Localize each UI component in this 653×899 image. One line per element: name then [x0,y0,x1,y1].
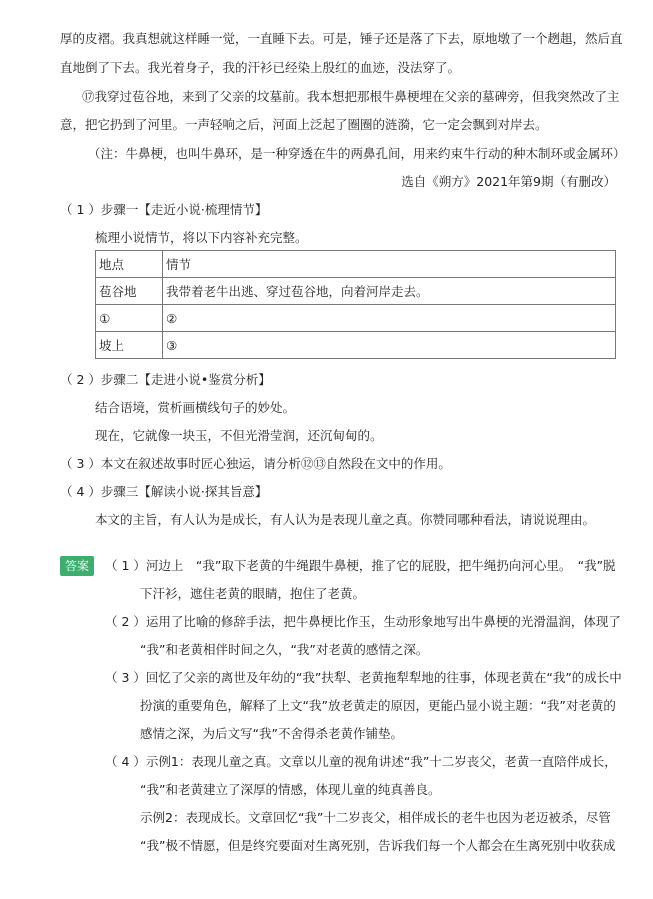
table-cell: 我带着老牛出逃、穿过苞谷地，向着河岸走去。 [163,278,616,305]
table-cell: 坡上 [96,332,163,359]
answer-3-line: （ 3 ）回忆了父亲的离世及年幼的“我”扶犁、老黄拖犁犁地的往事，体现老黄在“我”的成长中 [105,670,622,685]
table-header-cell: 情节 [163,251,616,278]
table-row [96,332,616,359]
answer-3-line: 感情之深，为后文写“我”不舍得杀老黄作铺垫。 [140,726,403,741]
table-row [96,278,616,305]
answer-3-line: 扮演的重要角色，解释了上文“我”放老黄走的原因，更能凸显小说主题：“我”对老黄的 [140,698,616,713]
question-3-heading: （ 3 ）本文在叙述故事时匠心独运，请分析⑫⑬自然段在文中的作用。 [60,456,451,471]
story-line: 直地倒了下去。我光着身子，我的汗衫已经染上殷红的血迹，没法穿了。 [60,60,461,75]
table-header-row [96,251,616,278]
table-cell: 苞谷地 [96,278,163,305]
table-header-cell: 地点 [96,251,163,278]
answer-1-line: 下汗衫，遮住老黄的眼睛，抱住了老黄。 [140,586,366,601]
underlined-sentence: 现在，它就像一块玉，不但光滑莹润，还沉甸甸的。 [95,428,383,443]
answer-badge: 答案 [60,556,94,576]
story-line: 意，把它扔到了河里。一声轻响之后，河面上泛起了圈圈的涟漪，它一定会飘到对岸去。 [60,117,548,132]
table-cell: ③ [163,332,616,359]
answer-1-line: （ 1 ）河边上 “我”取下老黄的牛绳跟牛鼻梗，推了它的屁股，把牛绳扔向河心里。 “我”脱 [105,558,616,573]
answer-4-line: “我”和老黄建立了深厚的情感，体现儿童的纯真善良。 [140,782,441,797]
answer-2-line: “我”和老黄相伴时间之久，“我”对老黄的感情之深。 [140,642,429,657]
question-4-text: 本文的主旨，有人认为是成长，有人认为是表现儿童之真。你赞同哪种看法，请说说理由。 [95,512,596,527]
answer-4-line: 示例2：表现成长。文章回忆“我”十二岁丧父，相伴成长的老牛也因为老迈被杀，尽管 [140,810,611,825]
question-4-heading: （ 4 ）步骤三【解读小说·探其旨意】 [60,484,268,499]
answer-2-line: （ 2 ）运用了比喻的修辞手法，把牛鼻梗比作玉，生动形象地写出牛鼻梗的光滑温润，体现了 [105,614,621,629]
footnote: （注：牛鼻梗，也叫牛鼻环，是一种穿透在牛的两鼻孔间，用来约束牛行动的种木制环或金属环） [88,146,626,161]
story-line: ⑰我穿过苞谷地，来到了父亲的坟墓前。我本想把那根牛鼻梗埋在父亲的墓碑旁，但我突然改了主 [82,89,620,104]
table-cell: ① [96,305,163,332]
story-line: 厚的皮褶。我真想就这样睡一觉，一直睡下去。可是，锤子还是落了下去，原地墩了一个趔趄，然后直 [60,31,623,46]
plot-table [95,250,616,359]
question-1-text: 梳理小说情节，将以下内容补充完整。 [95,230,308,245]
question-2-heading: （ 2 ）步骤二【走进小说•鉴赏分析】 [60,372,271,387]
table-row [96,305,616,332]
question-1-heading: （ 1 ）步骤一【走近小说·梳理情节】 [60,202,268,217]
question-2-text: 结合语境，赏析画横线句子的妙处。 [95,400,296,415]
answer-4-line: “我”极不情愿，但是终究要面对生离死别，告诉我们每一个人都会在生离死别中收获成 [140,838,616,853]
source-citation: 选自《朔方》2021年第9期（有删改） [401,174,616,189]
table-cell: ② [163,305,616,332]
answer-4-line: （ 4 ）示例1：表现儿童之真。文章以儿童的视角讲述“我”十二岁丧父，老黄一直陪伴成长， [105,754,617,769]
